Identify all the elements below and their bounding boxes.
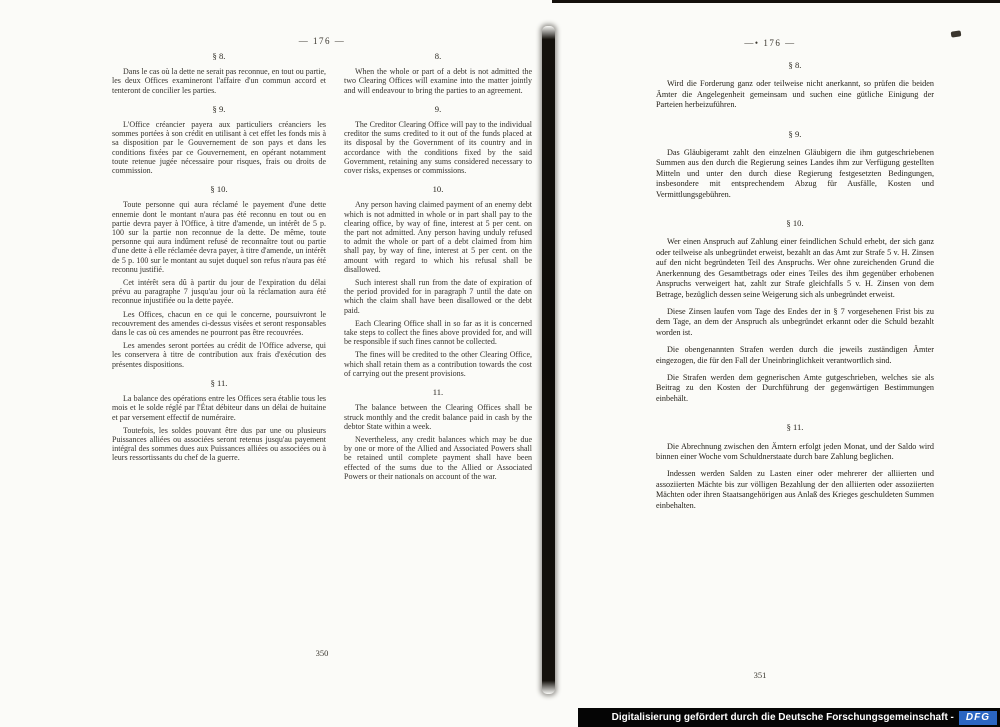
binding-shadow	[542, 26, 555, 694]
paragraph: The fines will be credited to the other Clearing Office, which shall retain them as a contribution towards the cost of carrying out the present provisions.	[344, 350, 532, 378]
section-heading: § 11.	[210, 377, 228, 388]
paragraph: The Creditor Clearing Office will pay to the individual creditor the sums credited to it out of the funds placed at its disposal by the Government of its country and in accordance with the conditions fixed by the said Government, retaining any sums considered necessary to cover risks, expenses or commissions.	[344, 120, 532, 176]
section-heading: 9.	[434, 103, 442, 114]
paragraph: Die obengenannten Strafen werden durch die jeweils zuständigen Ämter eingezogen, die für den Fall der Uneinbringlichkeit verantwortlich sind.	[656, 345, 934, 365]
section-heading: § 10.	[786, 218, 804, 229]
paragraph: Wer einen Anspruch auf Zahlung einer feindlichen Schuld erhebt, der sich ganz oder teilweise als unbegründet erweist, bezahlt an das Amt zur Strafe 5 v. H. Zinsen auf den nicht begründeten Teil des Anspruchs. Wer ohne zureichenden Grund die Anerkennung des Gesamtbetrags oder eines Teiles des ihm gegenüber erhobenen Anspruchs verweigert hat, zahlt zur Strafe gleichfalls 5 v. H. Zinsen von dem Betrage, bezüglich dessen seine Weigerung sich als unbegründet erweist.	[656, 237, 934, 299]
digitization-credit-bar	[578, 708, 1000, 727]
section-heading: § 11.	[786, 422, 804, 433]
section-heading: § 8.	[788, 60, 802, 70]
paragraph: The balance between the Clearing Offices shall be struck monthly and the credit balance paid in cash by the debtor State within a week.	[344, 403, 532, 431]
scan-edge-artifact	[552, 0, 1000, 3]
paragraph: Die Abrechnung zwischen den Ämtern erfolgt jeden Monat, und der Saldo wird binnen einer Woche vom Schuldnerstaate durch bare Zahlung beglichen.	[656, 441, 934, 461]
french-column	[112, 50, 326, 467]
german-column	[656, 52, 934, 518]
paragraph: Any person having claimed payment of an enemy debt which is not admitted in whole or in part shall pay to the clearing office, by way of fine, interest at 5 per cent. on the part not admitted. Any person having unduly refused to admit the whole or part of a debt claimed from him shall pay, by way of fine, interest at 5 per cent. on the amount with regard to which his refusal shall be disallowed.	[344, 200, 532, 274]
digitization-credit-text: Digitalisierung gefördert durch die Deutsche Forschungsgemeinschaft -	[611, 712, 954, 723]
paragraph: Les amendes seront portées au crédit de l'Office adverse, qui les conservera à titre de contribution aux frais d'exécution des présentes dispositions.	[112, 341, 326, 369]
dfg-logo: DFG	[959, 711, 997, 725]
scan-speck-artifact	[951, 30, 962, 37]
section-heading: § 8.	[212, 51, 226, 61]
paragraph: L'Office créancier payera aux particuliers créanciers les sommes portées à son crédit en utilisant à cet effet les fonds mis à sa disposition par le Gouvernement de son pays et dans les conditions fixées par ce Gouvernement, en opérant notamment toute retenue jugée nécessaire pour risques, frais ou droits de commission.	[112, 120, 326, 176]
paragraph: Nevertheless, any credit balances which may be due by one or more of the Allied and Associated Powers shall be retained until complete payment shall have been effected of the sums due to the Allied or Associated Powers or their nationals on account of the war.	[344, 434, 532, 481]
section-heading: § 9.	[212, 103, 226, 114]
paragraph: When the whole or part of a debt is not admitted the two Clearing Offices will examine into the matter jointly and will endeavour to bring the parties to an agreement.	[344, 67, 532, 95]
paragraph: Toute personne qui aura réclamé le payement d'une dette ennemie dont le montant n'aura pas été reconnu en tout ou en partie devra payer à l'Office, à titre d'amende, un intérêt de 5 p. 100 sur la partie non reconnue de la dette. De même, toute personne qui aura indûment refusé de reconnaître tout ou partie d'une dette à elle réclamée devra payer, à titre d'amende, un intérêt de 5 p. 100 sur le montant au sujet duquel son refus n'aura pas été reconnu justifié.	[112, 200, 326, 274]
paragraph: Die Strafen werden dem gegnerischen Amte gutgeschrieben, welches sie als Beitrag zu den Kosten der Durchführung der gegenwärtigen Bestimmungen einbehält.	[656, 372, 934, 403]
page-number-bottom-right: 351	[753, 670, 767, 680]
paragraph: Cet intérêt sera dû à partir du jour de l'expiration du délai prévu au paragraphe 7 jusqu'au jour où la réclamation aura été reconnue injustifiée ou la dette payée.	[112, 278, 326, 306]
section-heading: 10.	[432, 184, 444, 195]
paragraph: Diese Zinsen laufen vom Tage des Endes der in § 7 vorgesehenen Frist bis zu dem Tage, an dem der Anspruch als unbegründet erkannt oder die Schuld bezahlt worden ist.	[656, 306, 934, 337]
paragraph: Indessen werden Salden zu Lasten einer oder mehrerer der alliierten und assoziierten Mächte bis zur völligen Bezahlung der den alliierten oder assoziierten Mächten oder ihren Staatsangehörigen aus Anlaß des Krieges geschuldeten Summen einbehalten.	[656, 469, 934, 510]
section-heading: 8.	[434, 51, 442, 61]
paragraph: Such interest shall run from the date of expiration of the period provided for in paragraph 7 until the date on which the claim shall have been disallowed or the debt paid.	[344, 278, 532, 315]
paragraph: Das Gläubigeramt zahlt den einzelnen Gläubigern die ihm gutgeschriebenen Summen aus den durch die Regierung seines Landes ihm zur Verfügung gestellten Mitteln und unter den durch diese Regierung festgesetzten Bedingungen, insbesondere mit entsprechendem Abzug für Ausfälle, Kosten und Vermittlungsgebühren.	[656, 148, 934, 199]
page-number-bottom-left: 350	[315, 648, 329, 658]
english-column	[344, 50, 532, 485]
paragraph: Each Clearing Office shall in so far as it is concerned take steps to collect the fines above provided for, and will be responsible if such fines cannot be collected.	[344, 318, 532, 347]
page-number-top-left: — 176 —	[298, 36, 346, 46]
paragraph: Toutefois, les soldes pouvant être dus par une ou plusieurs Puissances alliées ou associées seront retenus jusqu'au payement intégral des sommes dues aux Puissances alliées ou associées ou à leurs ressortissants du chef de la guerre.	[112, 425, 326, 463]
paragraph: Wird die Forderung ganz oder teilweise nicht anerkannt, so prüfen die beiden Ämter die Angelegenheit gemeinsam und suchen eine gütliche Einigung der Parteien herbeizuführen.	[656, 79, 934, 110]
section-heading: § 10.	[210, 184, 228, 195]
paragraph: Les Offices, chacun en ce qui le concerne, poursuivront le recouvrement des amendes ci-dessus visées et seront responsables dans le cas où ces amendes ne pourront pas être recouvrées.	[112, 309, 326, 338]
page-number-top-right: —• 176 —	[744, 38, 796, 48]
paragraph: La balance des opérations entre les Offices sera établie tous les mois et le solde réglé par l'État débiteur dans un délai de huitaine et par versement effectif de numéraire.	[112, 394, 326, 422]
paragraph: Dans le cas où la dette ne serait pas reconnue, en tout ou partie, les deux Offices examineront l'affaire d'un commun accord et tenteront de concilier les parties.	[112, 67, 326, 95]
section-heading: § 9.	[788, 128, 802, 139]
section-heading: 11.	[432, 387, 444, 398]
